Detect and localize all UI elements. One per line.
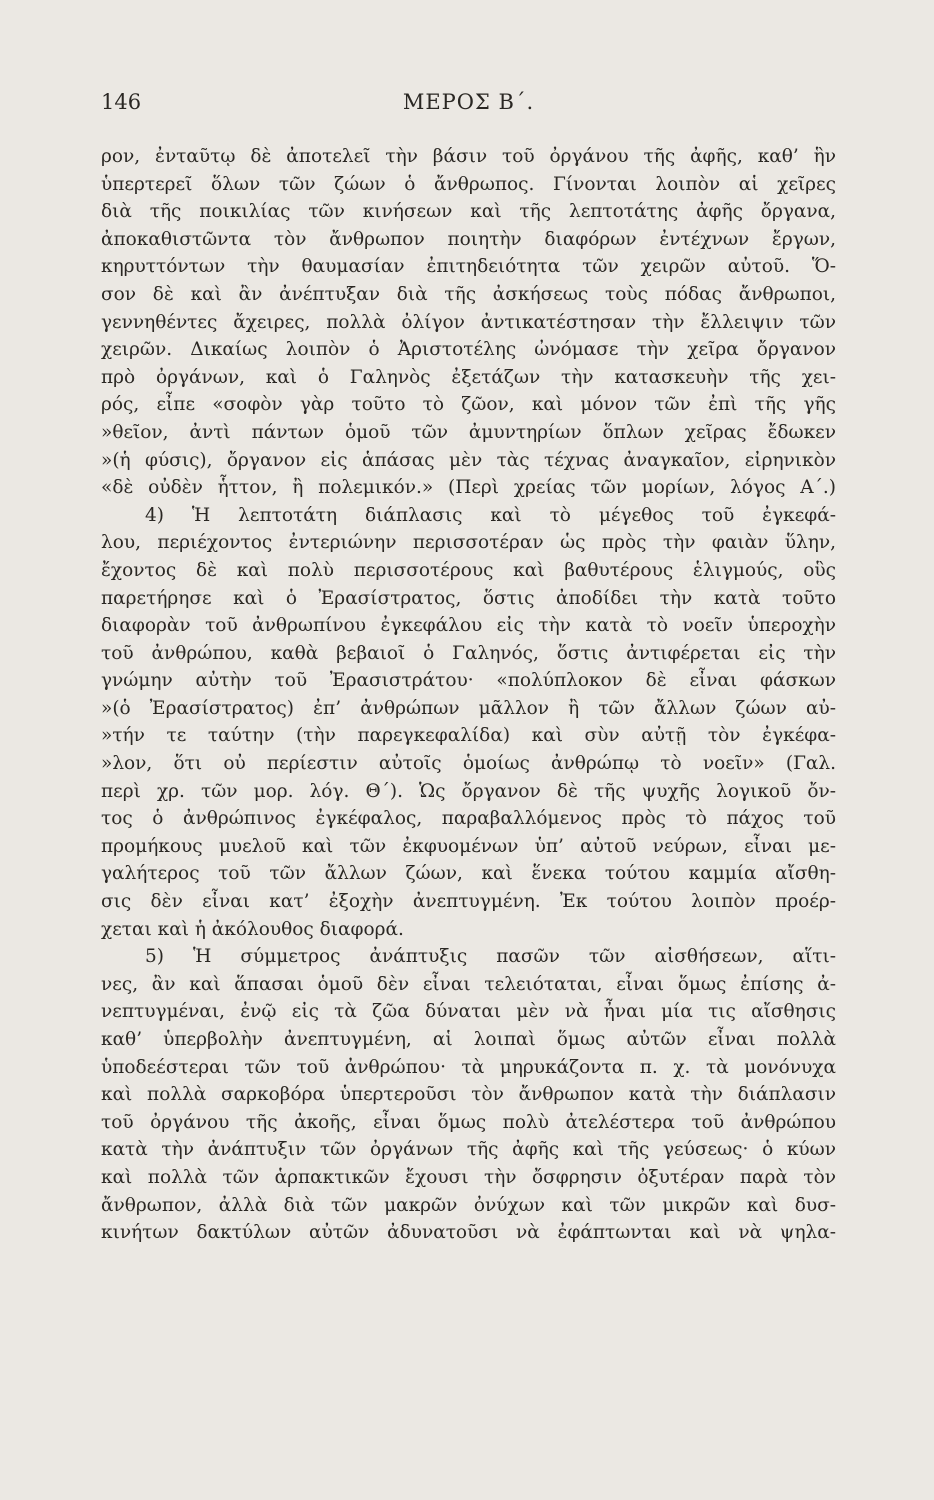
text-line: »(ὁ Ἐρασίστρατος) ἐπ’ ἀνθρώπων μᾶλλον ἢ τῶν ἄλλων ζώων αὐ-: [101, 697, 836, 719]
text-line: περὶ χρ. τῶν μορ. λόγ. Θ΄). Ὡς ὄργανον δὲ τῆς ψυχῆς λογικοῦ ὄν-: [101, 780, 836, 802]
text-line: »λον, ὅτι οὐ περίεστιν αὐτοῖς ὁμοίως ἀνθρώπῳ τὸ νοεῖν» (Γαλ.: [101, 753, 836, 775]
text-line: σις δὲν εἶναι κατ’ ἐξοχὴν ἀνεπτυγμένη. Ἐκ τούτου λοιπὸν προέρ-: [101, 891, 836, 913]
text-line: γνώμην αὐτὴν τοῦ Ἐρασιστράτου· «πολύπλοκον δὲ εἶναι φάσκων: [101, 670, 836, 692]
text-line: διὰ τῆς ποικιλίας τῶν κινήσεων καὶ τῆς λεπτοτάτης ἀφῆς ὄργανα,: [101, 201, 836, 223]
running-head: ΜΕΡΟΣ Β΄.: [402, 90, 535, 114]
text-line: κατὰ τὴν ἀνάπτυξιν τῶν ὀργάνων τῆς ἀφῆς καὶ τῆς γεύσεως· ὁ κύων: [101, 1139, 836, 1161]
page-number: 146: [101, 90, 142, 114]
text-line: χεται καὶ ἡ ἀκόλουθος διαφορά.: [101, 918, 404, 940]
text-line: τος ὁ ἀνθρώπινος ἐγκέφαλος, παραβαλλόμενος πρὸς τὸ πάχος τοῦ: [101, 808, 836, 830]
text-line: λου, περιέχοντος ἐντεριώνην περισσοτέραν ὡς πρὸς τὴν φαιὰν ὕλην,: [101, 532, 836, 554]
text-line: νεπτυγμέναι, ἐνῷ εἰς τὰ ζῶα δύναται μὲν νὰ ἦναι μία τις αἴσθησις: [101, 1001, 836, 1023]
text-line: ὑπερτερεῖ ὅλων τῶν ζώων ὁ ἄνθρωπος. Γίνονται λοιπὸν αἱ χεῖρες: [101, 173, 836, 195]
text-line: παρετήρησε καὶ ὁ Ἐρασίστρατος, ὅστις ἀποδίδει τὴν κατὰ τοῦτο: [101, 587, 836, 609]
text-line: »(ἡ φύσις), ὄργανον εἰς ἁπάσας μὲν τὰς τέχνας ἀναγκαῖον, εἰρηνικὸν: [101, 449, 836, 471]
text-line: ἀποκαθιστῶντα τὸν ἄνθρωπον ποιητὴν διαφόρων ἐντέχνων ἔργων,: [101, 228, 836, 250]
text-line: χειρῶν. Δικαίως λοιπὸν ὁ Ἀριστοτέλης ὠνόμασε τὴν χεῖρα ὄργανον: [101, 339, 836, 361]
text-line: κηρυττόντων τὴν θαυμασίαν ἐπιτηδειότητα τῶν χειρῶν αὐτοῦ. Ὅ-: [101, 256, 836, 278]
text-line: 4) Ἡ λεπτοτάτη διάπλασις καὶ τὸ μέγεθος τοῦ ἐγκεφά-: [145, 504, 836, 526]
text-line: ἔχοντος δὲ καὶ πολὺ περισσοτέρους καὶ βαθυτέρους ἑλιγμούς, οὓς: [101, 559, 836, 581]
text-line: »τήν τε ταύτην (τὴν παρεγκεφαλίδα) καὶ σὺν αὐτῇ τὸν ἐγκέφα-: [101, 725, 836, 747]
text-line: ὑποδεέστεραι τῶν τοῦ ἀνθρώπου· τὰ μηρυκάζοντα π. χ. τὰ μονόνυχα: [101, 1056, 836, 1078]
text-line: προμήκους μυελοῦ καὶ τῶν ἐκφυομένων ὑπ’ αὐτοῦ νεύρων, εἶναι με-: [101, 835, 836, 857]
text-line: τοῦ ὀργάνου τῆς ἀκοῆς, εἶναι ὅμως πολὺ ἀτελέστερα τοῦ ἀνθρώπου: [101, 1111, 836, 1133]
body-text: [101, 143, 836, 1247]
text-line: γεννηθέντες ἄχειρες, πολλὰ ὀλίγον ἀντικατέστησαν τὴν ἔλλειψιν τῶν: [101, 311, 836, 333]
text-line: 5) Ἡ σύμμετρος ἀνάπτυξις πασῶν τῶν αἰσθήσεων, αἵτι-: [145, 946, 836, 968]
page-header: [101, 90, 836, 122]
text-line: πρὸ ὀργάνων, καὶ ὁ Γαληνὸς ἐξετάζων τὴν κατασκευὴν τῆς χει-: [101, 366, 836, 388]
text-line: ρός, εἶπε «σοφὸν γὰρ τοῦτο τὸ ζῶον, καὶ μόνον τῶν ἐπὶ τῆς γῆς: [101, 394, 836, 416]
text-line: «δὲ οὐδὲν ἧττον, ἢ πολεμικόν.» (Περὶ χρείας τῶν μορίων, λόγος Α΄.): [101, 477, 836, 499]
text-line: κινήτων δακτύλων αὐτῶν ἀδυνατοῦσι νὰ ἐφάπτωνται καὶ νὰ ψηλα-: [101, 1222, 836, 1244]
text-line: καὶ πολλὰ τῶν ἁρπακτικῶν ἔχουσι τὴν ὄσφρησιν ὀξυτέραν παρὰ τὸν: [101, 1166, 836, 1188]
text-line: ἄνθρωπον, ἀλλὰ διὰ τῶν μακρῶν ὀνύχων καὶ τῶν μικρῶν καὶ δυσ-: [101, 1194, 836, 1216]
text-line: σον δὲ καὶ ἂν ἀνέπτυξαν διὰ τῆς ἀσκήσεως τοὺς πόδας ἄνθρωποι,: [101, 283, 836, 305]
text-line: τοῦ ἀνθρώπου, καθὰ βεβαιοῖ ὁ Γαληνός, ὅστις ἀντιφέρεται εἰς τὴν: [101, 642, 836, 664]
text-line: καθ’ ὑπερβολὴν ἀνεπτυγμένη, αἱ λοιπαὶ ὅμως αὐτῶν εἶναι πολλὰ: [101, 1029, 836, 1050]
text-line: καὶ πολλὰ σαρκοβόρα ὑπερτεροῦσι τὸν ἄνθρωπον κατὰ τὴν διάπλασιν: [101, 1084, 836, 1106]
text-line: νες, ἂν καὶ ἅπασαι ὁμοῦ δὲν εἶναι τελειόταται, εἶναι ὅμως ἐπίσης ἀ-: [101, 973, 836, 995]
text-line: γαλήτερος τοῦ τῶν ἄλλων ζώων, καὶ ἕνεκα τούτου καμμία αἴσθη-: [101, 863, 836, 885]
text-line: »θεῖον, ἀντὶ πάντων ὁμοῦ τῶν ἀμυντηρίων ὅπλων χεῖρας ἔδωκεν: [101, 421, 836, 443]
text-line: διαφορὰν τοῦ ἀνθρωπίνου ἐγκεφάλου εἰς τὴν κατὰ τὸ νοεῖν ὑπεροχὴν: [101, 615, 836, 637]
text-line: ρον, ἐνταῦτῳ δὲ ἀποτελεῖ τὴν βάσιν τοῦ ὀργάνου τῆς ἀφῆς, καθ’ ἣν: [101, 146, 836, 167]
